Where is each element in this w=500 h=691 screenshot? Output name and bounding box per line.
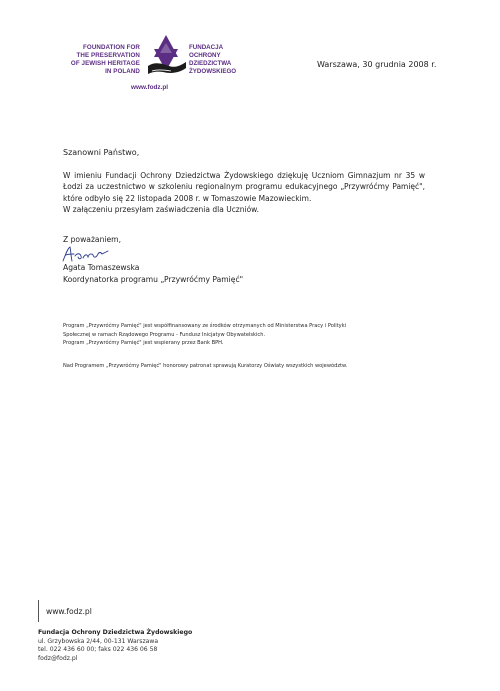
letterhead-line: ŻYDOWSKIEGO (189, 68, 237, 75)
letterhead-line: DZIEDZICTWA (189, 60, 232, 67)
letterhead-line: OF JEWISH HERITAGE (70, 60, 140, 67)
signer-name: Agata Tomaszewska (63, 263, 140, 272)
footer-divider (38, 600, 39, 622)
signer-role: Koordynatorka programu „Przywróćmy Pamięć" (63, 275, 244, 284)
letter-date: Warszawa, 30 grudnia 2008 r. (317, 60, 437, 69)
star-of-david-hand-icon (143, 33, 189, 81)
program-notes (63, 322, 443, 348)
letterhead-line: FOUNDATION FOR (83, 44, 140, 51)
letterhead-line: THE PRESERVATION (76, 52, 140, 59)
letterhead-line: IN POLAND (105, 68, 140, 75)
closing: Z poważaniem, (63, 235, 121, 244)
footer-phone: tel. 022 436 60 00; faks 022 436 06 58 (38, 646, 158, 654)
patronage-note: Nad Programem „Przywróćmy Pamięć" honorowy patronat sprawują Kuratorzy Oświaty wszystkich województw. (63, 363, 348, 369)
letterhead-line: FUNDACJA (189, 44, 224, 51)
footer-email[interactable]: fodz@fodz.pl (38, 654, 78, 662)
footer-contact (38, 629, 192, 663)
footer-website-link[interactable]: www.fodz.pl (46, 607, 92, 616)
letterhead-english-name (40, 44, 140, 76)
note-line: Program „Przywróćmy Pamięć" jest współfinansowany ze środków otrzymanych od Ministerstwa Pracy i Polityki (63, 323, 347, 329)
footer-address: ul. Grzybowska 2/44, 00-131 Warszawa (38, 637, 159, 645)
body-paragraph: W imieniu Fundacji Ochrony Dziedzictwa Żydowskiego dziękuję Uczniom Gimnazjum nr 35 w Łodzi za uczestnictwo w szkoleniu regionalnym programu edukacyjnego „Przywróćmy Pamięć", które odbyło się 22 listopada 2008 r. w Tomaszowie Mazowieckim. (63, 171, 425, 203)
note-line: Program „Przywróćmy Pamięć" jest wspierany przez Bank BPH. (63, 340, 224, 346)
letterhead-line: OCHRONY (189, 52, 221, 59)
salutation: Szanowni Państwo, (63, 148, 140, 157)
letterhead-polish-name (189, 44, 269, 76)
note-line: Społecznej w ramach Rządowego Programu - Fundusz Inicjatyw Obywatelskich. (63, 331, 266, 338)
letterhead-website-link[interactable]: www.fodz.pl (131, 84, 169, 91)
letter-body (63, 170, 425, 216)
body-paragraph: W załączeniu przesyłam zaświadczenia dla Uczniów. (63, 205, 260, 215)
footer-org-name: Fundacja Ochrony Dziedzictwa Żydowskiego (38, 629, 193, 636)
handwritten-signature (60, 244, 112, 264)
